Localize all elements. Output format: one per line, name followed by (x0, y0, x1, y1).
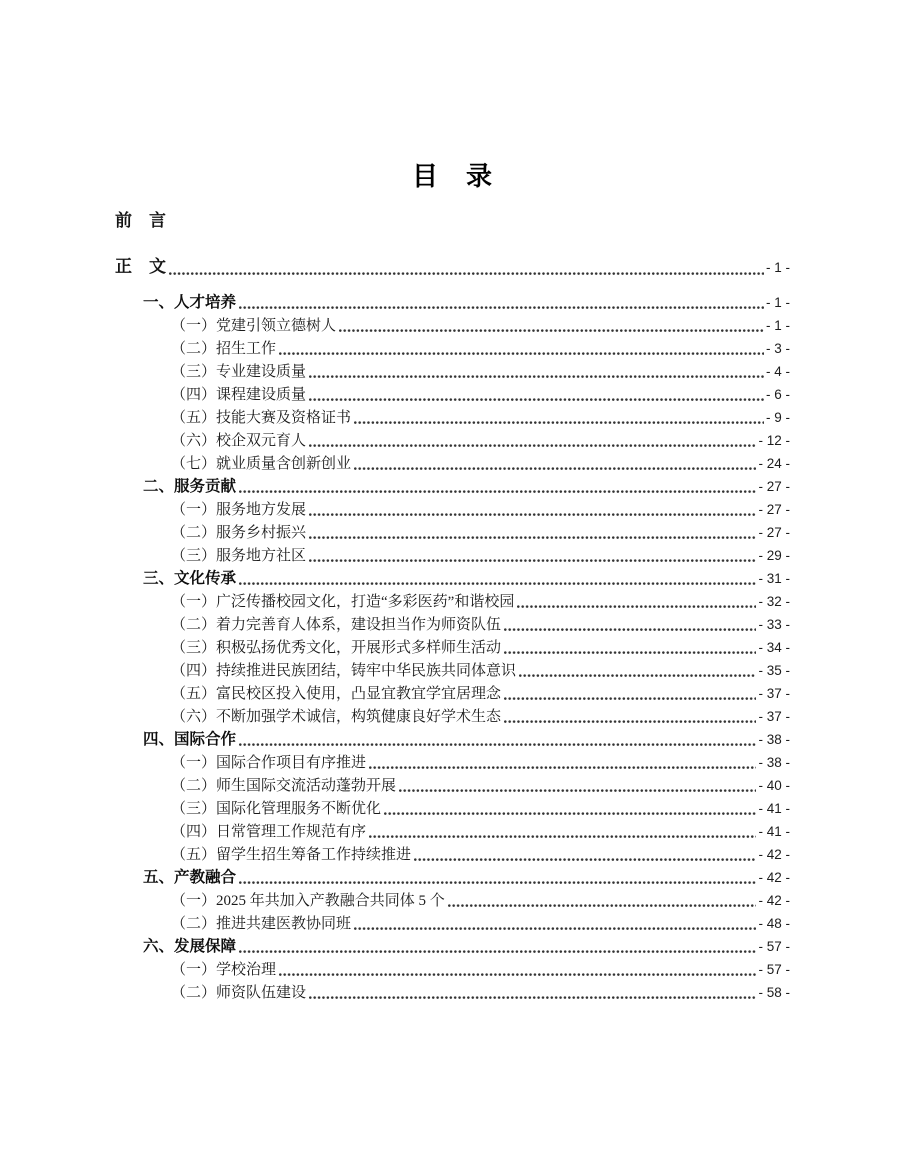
toc-list (115, 291, 790, 1004)
toc-entry-page-number: - 57 - (758, 939, 790, 954)
toc-entry (115, 383, 790, 406)
toc-entry-label: 五、产教融合 (143, 869, 237, 886)
toc-entry-page-number: - 33 - (758, 617, 790, 632)
toc-entry-page-number: - 41 - (758, 824, 790, 839)
toc-entry-label: （三）服务地方社区 (171, 548, 307, 564)
toc-entry (115, 912, 790, 935)
dot-leader (239, 581, 756, 586)
toc-entry-page-number: - 34 - (758, 640, 790, 655)
toc-entry-label: （三）积极弘扬优秀文化，开展形式多样师生活动 (171, 640, 502, 656)
foreword-label: 前 言 (115, 211, 166, 230)
dot-leader (309, 995, 756, 1000)
dot-leader (504, 627, 756, 632)
toc-entry-page-number: - 57 - (758, 962, 790, 977)
toc-entry-page-number: - 4 - (765, 364, 790, 379)
toc-entry-label: （一）服务地方发展 (171, 502, 307, 518)
toc-entry-page-number: - 27 - (758, 525, 790, 540)
toc-entry (115, 406, 790, 429)
toc-entry-page-number: - 38 - (758, 732, 790, 747)
toc-entry (115, 475, 790, 498)
toc-entry-page-number: - 27 - (758, 502, 790, 517)
toc-entry-label: （四）持续推进民族团结，铸牢中华民族共同体意识 (171, 663, 517, 679)
toc-entry-page-number: - 27 - (758, 479, 790, 494)
dot-leader (239, 305, 764, 310)
toc-entry-label: （五）技能大赛及资格证书 (171, 410, 352, 426)
toc-entry-page-number: - 24 - (758, 456, 790, 471)
toc-entry-label: （一）国际合作项目有序推进 (171, 755, 367, 771)
toc-entry (115, 797, 790, 820)
toc-entry-page-number: - 35 - (758, 663, 790, 678)
dot-leader (354, 420, 764, 425)
dot-leader (399, 788, 756, 793)
toc-entry-page-number: - 1 - (765, 295, 790, 310)
toc-entry-page-number: - 6 - (765, 387, 790, 402)
toc-entry (115, 866, 790, 889)
toc-entry-label: （二）推进共建医教协同班 (171, 916, 352, 932)
dot-leader (279, 351, 764, 356)
toc-entry-page-number: - 42 - (758, 870, 790, 885)
toc-entry-label: （一）学校治理 (171, 962, 277, 978)
toc-entry-label: 六、发展保障 (143, 938, 237, 955)
toc-entry (115, 659, 790, 682)
toc-entry (115, 981, 790, 1004)
toc-entry (115, 452, 790, 475)
dot-leader (309, 535, 756, 540)
toc-entry-page-number: - 48 - (758, 916, 790, 931)
toc-entry-label: （六）校企双元育人 (171, 433, 307, 449)
dot-leader (309, 397, 764, 402)
toc-entry (115, 889, 790, 912)
dot-leader (309, 512, 756, 517)
toc-entry (115, 498, 790, 521)
toc-entry-label: （六）不断加强学术诚信，构筑健康良好学术生态 (171, 709, 502, 725)
dot-leader (517, 604, 756, 609)
dot-leader (309, 443, 756, 448)
dot-leader (448, 903, 757, 908)
toc-entry-page-number: - 3 - (765, 341, 790, 356)
toc-entry-label: （三）专业建设质量 (171, 364, 307, 380)
toc-entry (115, 705, 790, 728)
dot-leader (504, 650, 756, 655)
toc-entry-label: （四）日常管理工作规范有序 (171, 824, 367, 840)
toc-entry-page-number: - 41 - (758, 801, 790, 816)
toc-entry-label: 二、服务贡献 (143, 478, 237, 495)
toc-entry (115, 774, 790, 797)
dot-leader (384, 811, 756, 816)
toc-entry (115, 843, 790, 866)
toc-entry-label: 三、文化传承 (143, 570, 237, 587)
dot-leader (354, 926, 756, 931)
toc-entry-page-number: - 12 - (758, 433, 790, 448)
toc-entry (115, 429, 790, 452)
toc-entry-label: （二）师生国际交流活动蓬勃开展 (171, 778, 397, 794)
toc-entry (115, 337, 790, 360)
body-text-label: 正 文 (115, 257, 166, 276)
toc-entry (115, 935, 790, 958)
toc-entry-label: 一、人才培养 (143, 294, 237, 311)
toc-entry-label: （二）着力完善育人体系，建设担当作为师资队伍 (171, 617, 502, 633)
dot-leader (504, 696, 756, 701)
dot-leader (279, 972, 756, 977)
toc-entry-label: （五）留学生招生筹备工作持续推进 (171, 847, 412, 863)
toc-entry-label: （二）师资队伍建设 (171, 985, 307, 1001)
dot-leader (504, 719, 756, 724)
toc-entry-page-number: - 40 - (758, 778, 790, 793)
toc-entry-page-number: - 29 - (758, 548, 790, 563)
toc-entry (115, 314, 790, 337)
page-title: 目 录 (411, 161, 493, 191)
toc-entry (115, 751, 790, 774)
toc-entry (115, 291, 790, 314)
toc-entry-page-number: - 32 - (758, 594, 790, 609)
toc-entry-page-number: - 37 - (758, 686, 790, 701)
toc-entry (115, 567, 790, 590)
dot-leader (239, 742, 756, 747)
dot-leader (369, 834, 756, 839)
toc-entry (115, 728, 790, 751)
body-text-entry (115, 254, 790, 281)
dot-leader (169, 271, 764, 276)
toc-entry-page-number: - 42 - (758, 847, 790, 862)
body-text-page-number: - 1 - (765, 260, 790, 275)
toc-entry-page-number: - 9 - (765, 410, 790, 425)
toc-entry (115, 682, 790, 705)
toc-entry (115, 590, 790, 613)
toc-entry-label: （七）就业质量含创新创业 (171, 456, 352, 472)
dot-leader (354, 466, 756, 471)
toc-entry-label: 四、国际合作 (143, 731, 237, 748)
toc-entry (115, 360, 790, 383)
dot-leader (239, 880, 756, 885)
toc-entry-label: （一）广泛传播校园文化，打造“多彩医药”和谐校园 (171, 594, 515, 610)
toc-entry-page-number: - 31 - (758, 571, 790, 586)
dot-leader (239, 489, 756, 494)
toc-entry (115, 521, 790, 544)
toc-entry-label: （二）服务乡村振兴 (171, 525, 307, 541)
toc-entry-page-number: - 1 - (765, 318, 790, 333)
toc-entry (115, 958, 790, 981)
toc-entry (115, 636, 790, 659)
toc-entry-label: （一）党建引领立德树人 (171, 318, 337, 334)
toc-entry (115, 544, 790, 567)
toc-entry-page-number: - 37 - (758, 709, 790, 724)
dot-leader (309, 374, 764, 379)
toc-entry-page-number: - 38 - (758, 755, 790, 770)
toc-entry-label: （三）国际化管理服务不断优化 (171, 801, 382, 817)
toc-entry-label: （四）课程建设质量 (171, 387, 307, 403)
dot-leader (414, 857, 756, 862)
toc-entry (115, 613, 790, 636)
toc-entry-label: （五）富民校区投入使用，凸显宜教宜学宜居理念 (171, 686, 502, 702)
toc-entry-label: （二）招生工作 (171, 341, 277, 357)
toc-entry-label: （一）2025 年共加入产教融合共同体 5 个 (171, 893, 445, 909)
toc-entry-page-number: - 58 - (758, 985, 790, 1000)
dot-leader (339, 328, 764, 333)
dot-leader (369, 765, 756, 770)
dot-leader (309, 558, 756, 563)
foreword-entry (115, 208, 790, 234)
dot-leader (239, 949, 756, 954)
toc-entry (115, 820, 790, 843)
dot-leader (519, 673, 756, 678)
toc-entry-page-number: - 42 - (758, 893, 790, 908)
